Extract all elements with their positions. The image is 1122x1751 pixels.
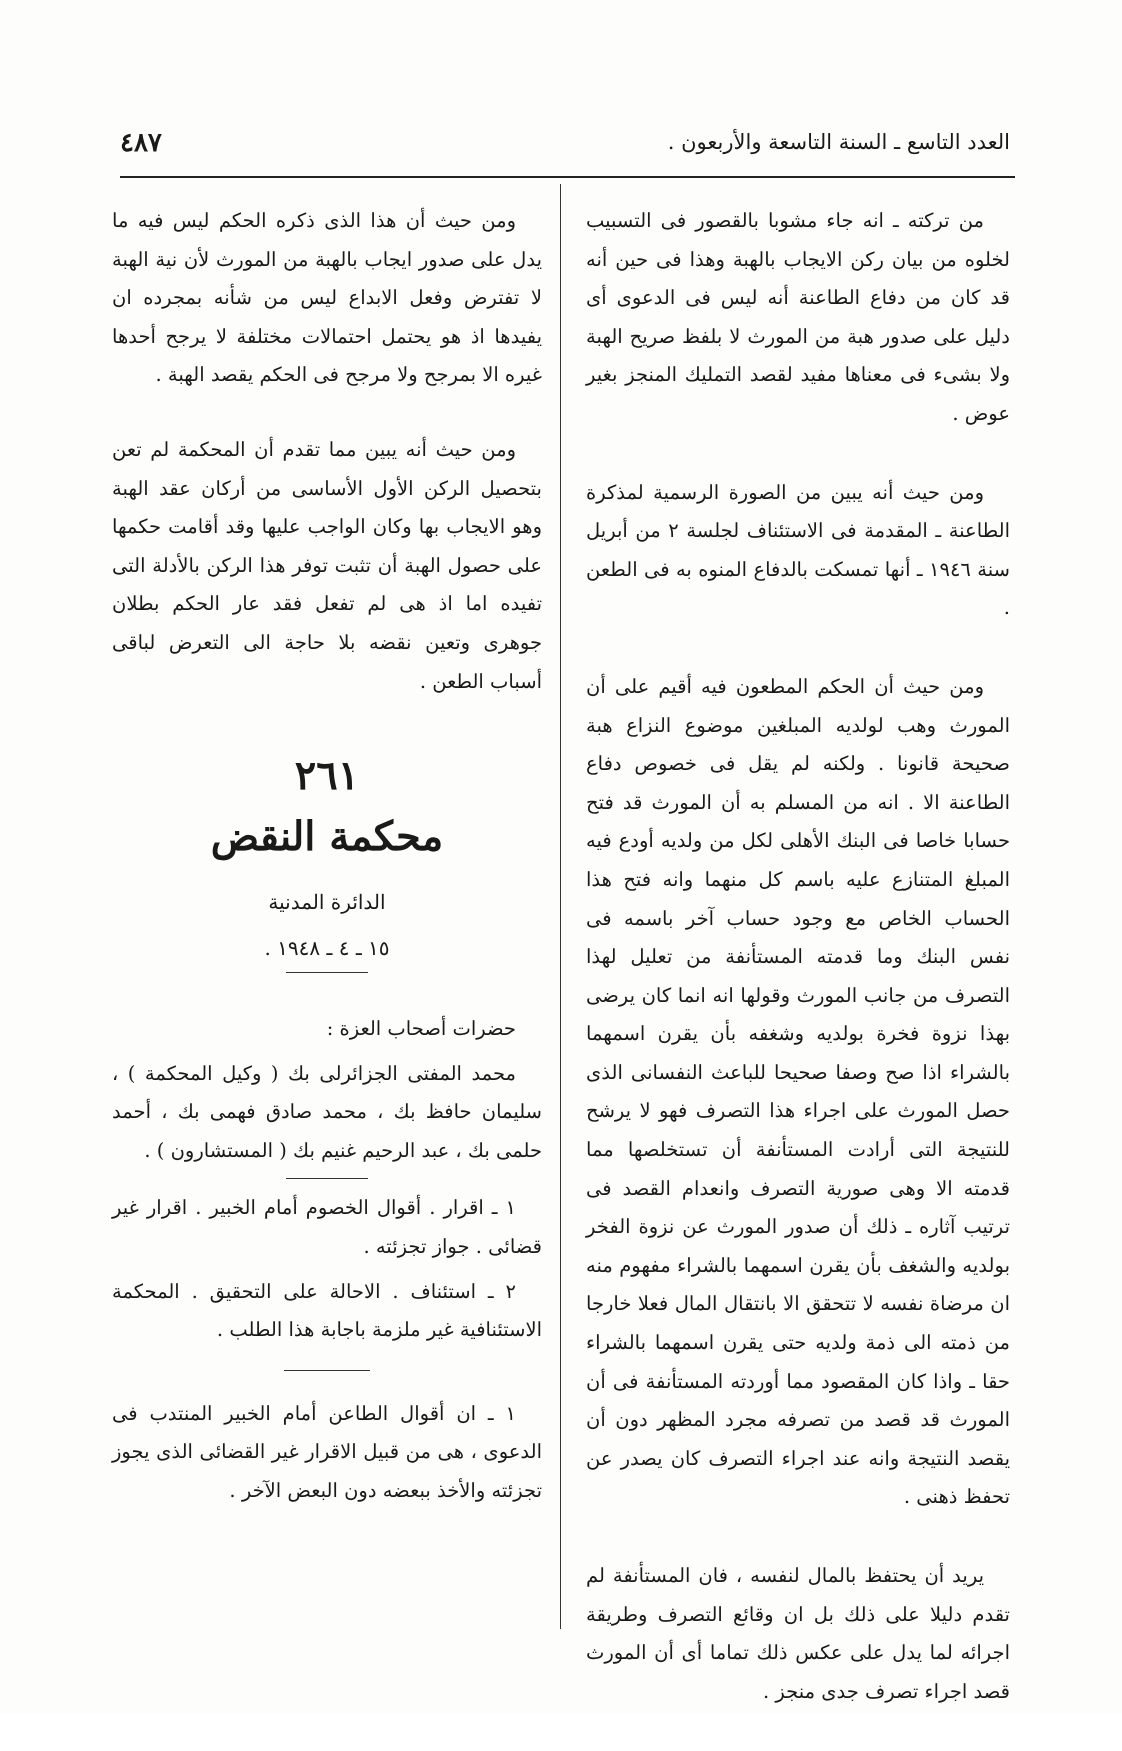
headnotes-divider (284, 1370, 370, 1371)
column-divider (560, 184, 561, 1629)
issue-title: العدد التاسع ـ السنة التاسعة والأربعون . (667, 130, 1010, 154)
headnote-2: ٢ ـ استئناف . الاحالة على التحقيق . المحكمة الاستئنافية غير ملزمة باجابة هذا الطلب . (112, 1279, 542, 1342)
case-number: ٢٦١ (294, 752, 360, 799)
right-paragraph-4: يريد أن يحتفظ بالمال لنفسه ، فان المستأنفة لم تقدم دليلا على ذلك بل ان وقائع التصرف وطريقة اجرائه لما يدل على عكس ذلك تماما أى أن المورث قصد اجراء تصرف جدى منجز . (586, 1564, 1010, 1703)
right-paragraph-2: ومن حيث أنه يبين من الصورة الرسمية لمذكرة الطاعنة ـ المقدمة فى الاستئناف لجلسة ٢ من أبريل سنة ١٩٤٦ ـ أنها تمسكت بالدفاع المنوه به فى الطعن . (586, 480, 1010, 620)
heading-divider (286, 972, 368, 973)
right-column (586, 202, 1010, 1751)
header-divider (120, 176, 1015, 178)
members-heading: حضرات أصحاب العزة : (326, 1017, 516, 1040)
left-paragraph-2: ومن حيث أنه يبين مما تقدم أن المحكمة لم تعن بتحصيل الركن الأول الأساسى من أركان عقد الهبة وهو الايجاب بها وكان الواجب عليها وقد أقامت حكمها على حصول الهبة أن تثبت توفر هذا الركن بالأدلة التى تفيده اما اذ هى لم تفعل فقد عار الحكم بطلان جوهرى وتعين نقضه بلا حاجة الى التعرض لباقى أسباب الطعن . (112, 437, 542, 693)
page-header (120, 128, 1010, 170)
circuit-name: الدائرة المدنية (268, 890, 386, 914)
court-name: محكمة النقض (210, 813, 444, 860)
page-number: ٤٨٧ (120, 128, 162, 158)
left-column (112, 202, 542, 737)
members-list: محمد المفتى الجزائرلى بك ( وكيل المحكمة ) ، سليمان حافظ بك ، محمد صادق فهمى بك ، أحمد حلمى بك ، عبد الرحيم غنيم بك ( المستشارون ) . (112, 1061, 542, 1162)
right-paragraph-1: من تركته ـ انه جاء مشوبا بالقصور فى التسبيب لخلوه من بيان ركن الايجاب بالهبة وهذا فى حين أنه قد كان من دفاع الطاعنة أنه ليس فى الدعوى أى دليل على صدور هبة من المورث لا بلفظ صريح الهبة ولا بشىء فى معناها مفيد لقصد التمليك المنجز بغير عوض . (586, 209, 1010, 425)
left-paragraph-1: ومن حيث أن هذا الذى ذكره الحكم ليس فيه ما يدل على صدور ايجاب بالهبة من المورث لأن نية الهبة لا تفترض وفعل الابداع ليس من شأنه بمجرده ان يفيدها اذ هو يحتمل احتمالات مختلفة لا يرجح أحدها غيره الا بمرجح ولا مرجح فى الحكم يقصد الهبة . (112, 209, 542, 387)
decision-heading (112, 752, 542, 973)
members-divider (286, 1178, 368, 1179)
right-paragraph-3: ومن حيث أن الحكم المطعون فيه أقيم على أن المورث وهب لولديه المبلغين موضوع النزاع هبة صحيحة قانونا . ولكنه لم يقل فى خصوص دفاع الطاعنة الا . انه من المسلم به أن المورث قد فتح حسابا خاصا فى البنك الأهلى لكل من ولديه أودع فيه المبلغ المتنازع عليه باسم كل منهما وانه فتح هذا الحساب الخاص مع وجود حساب آخر باسمه فى نفس البنك وما قدمته المستأنفة من تعليل لهذا التصرف من جانب المورث وقولها انه انما كان يرضى بهذا نزوة فخرة بولديه وشغفه بأن يقرن اسمهما بالشراء اذا صح وصفا صحيحا للباعث النفسانى الذى حصل المورث على اجراء هذا التصرف فهو لا يرشح للنتيجة التى أرادت المستأنفة أن تستخلصها مما قدمته الا وهى صورية التصرف وانعدام القصد فى ترتيب آثاره ـ ذلك أن صدور المورث عن نزوة الفخر بولديه والشغف بأن يقرن اسمهما بالشراء مفهوم منه ان مرضاة نفسه لا تتحقق الا بانتقال المال فعلا خارجا من ذمته الى ذمة ولديه حتى يقرن اسمهما بالشراء حقا ـ واذا كان المقصود مما أوردته المستأنفة فى أن المورث قد قصد من تصرفه مجرد المظهر دون أن يقصد النتيجة وانه عند اجراء التصرف كان يصدر عن تحفظ ذهنى . (586, 674, 1010, 1509)
headnote-1: ١ ـ اقرار . أقوال الخصوم أمام الخبير . اقرار غير قضائى . جواز تجزئته . (112, 1196, 542, 1258)
members-block (112, 1010, 542, 1511)
decision-date: ١٥ ـ ٤ ـ ١٩٤٨ . (264, 936, 390, 960)
principle-1: ١ ـ ان أقوال الطاعن أمام الخبير المنتدب فى الدعوى ، هى من قبيل الاقرار غير القضائى الذى يجوز تجزئته والأخذ ببعضه دون البعض الآخر . (112, 1401, 542, 1502)
